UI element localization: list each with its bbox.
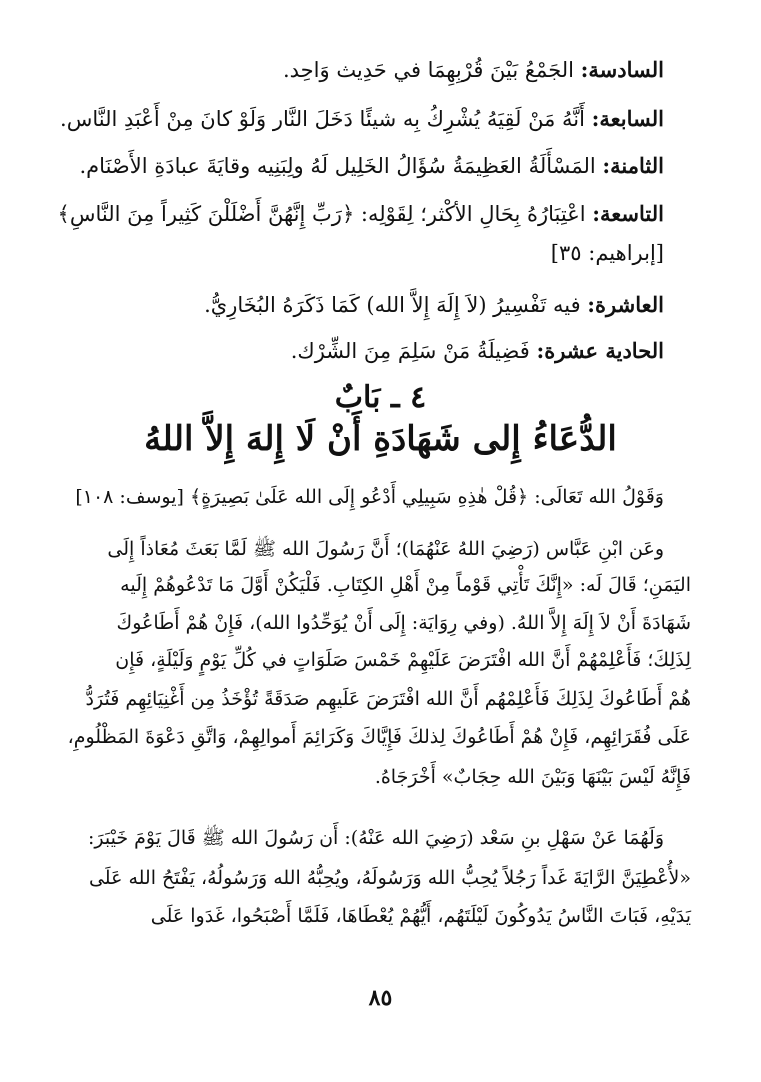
item-label: السادسة:: [580, 57, 664, 82]
verse-reference: [104, 239, 664, 267]
item-text: فَضِيلَةُ مَنْ سَلِمَ مِنَ الشِّرْك.: [290, 339, 537, 363]
item-label: الثامنة:: [602, 153, 664, 178]
text-line: وَلَهُمَا عَنْ سَهْلِ بنِ سَعْد (رَضِيَ الله عَنْهُ): أَن رَسُولَ الله ﷺ قَالَ يَوْمَ خَيْبَرَ:: [88, 827, 664, 849]
page-number: ٨٥: [368, 985, 393, 1011]
list-item: [104, 56, 664, 84]
item-text: اعْتِبَارُهُ بِحَالِ الأكْثر؛ لِقَوْلِه: ﴿رَبِّ إِنَّهُنَّ أَضْلَلْنَ كَثِيراً مِنَ النَّاسِ﴾: [57, 202, 593, 226]
text-line: اليَمَنِ؛ قَالَ لَه: «إِنَّكَ تَأْتِي قَوْماً مِنْ أَهْلِ الكِتَابِ. فَلْيَكُنْ أَوَّلَ مَا تَدْعُوهُمْ إِلَيه: [120, 574, 691, 596]
item-text: [إبراهيم: ٣٥]: [550, 241, 664, 265]
chapter-title: الدُّعَاءُ إِلى شَهَادَةِ أَنْ لَا إِلهَ إِلاَّ اللهُ: [144, 419, 617, 459]
text-line: فَإِنَّهُ لَيْسَ بَيْنَهَا وَبَيْنَ الله حِجَابٌ» أَخْرَجَاهُ.: [374, 766, 691, 788]
item-text: فيه تَفْسِيرُ (لاَ إِلَهَ إِلاَّ الله) كَمَا ذَكَرَهُ البُخَارِيُّ.: [204, 293, 588, 317]
text-line: وَقَوْلُ الله تَعَالَى: ﴿قُلْ هٰذِهِ سَبِيلِي أَدْعُو إِلَى الله عَلَىٰ بَصِيرَةٍ﴾ [يوسف: ١٠٨]: [75, 486, 664, 508]
item-label: العاشرة:: [587, 292, 664, 317]
item-label: التاسعة:: [592, 201, 664, 226]
text-line: شَهَادَةَ أَنْ لاَ إِلَهَ إِلاَّ اللهُ. (وفي رِوَايَة: إِلَى أَنْ يُوَحِّدُوا الله)، فَإِنْ هُمْ أَطَاعُوكَ: [116, 612, 691, 634]
item-text: الجَمْعُ بَيْنَ قُرْبِهِمَا في حَدِيث وَاحِد.: [282, 58, 581, 82]
item-text: أَنَّهُ مَنْ لَقِيَهُ يُشْرِكُ بِه شيئًا دَخَلَ النَّار وَلَوْ كانَ مِنْ أَعْبَدِ النَّاس.: [60, 107, 592, 131]
list-item: [104, 337, 664, 365]
item-label: الحادية عشرة:: [536, 338, 664, 363]
item-label: السابعة:: [591, 106, 664, 131]
text-line: يَدَيْهِ، فَبَاتَ النَّاسُ يَدُوكُونَ لَيْلَتَهُم، أَيُّهُمْ يُعْطَاهَا، فَلَمَّا أَصْبَحُوا، غَدَوا عَلَى: [150, 905, 691, 927]
list-item: [60, 105, 664, 133]
item-text: المَسْأَلَةُ العَظِيمَةُ سُؤَالُ الخَلِيل لَهُ ولِبَنِيه وقايَةَ عبادَةِ الأَصْنَام.: [79, 154, 603, 178]
text-line: هُمْ أَطَاعُوكَ لِذَلِكَ فَأَعْلِمْهُم أَنَّ الله افْتَرَضَ عَلَيهِم صَدَقَةً تُؤْخَذُ مِن أَغْنِيَائِهِم فَتُرَدُّ: [85, 688, 691, 710]
chapter-number: ٤ ـ بَابٌ: [334, 380, 427, 415]
list-item: [57, 200, 664, 228]
list-item: [104, 291, 664, 319]
list-item: [79, 152, 664, 180]
text-line: عَلَى فُقَرَائِهِم، فَإِنْ هُمْ أَطَاعُوكَ لِذلكَ فَإِيَّاكَ وَكَرَائِمَ أَموالِهِمْ، وَاتَّقِ دَعْوَةَ المَظْلُومِ،: [67, 726, 691, 748]
text-line: وعَن ابْنِ عَبَّاس (رَضِيَ اللهُ عَنْهُمَا)؛ أَنَّ رَسُولَ الله ﷺ لَمَّا بَعَثَ مُعَاذاً إِلَى: [107, 538, 664, 560]
text-line: «لأُعْطِيَنَّ الرَّايَةَ غَداً رَجُلاً يُحِبُّ الله وَرَسُولَهُ، ويُحِبُّهُ الله وَرَسُولُهُ، يَفْتَحُ الله عَلَى: [88, 867, 691, 889]
text-line: لِذَلِكَ؛ فَأَعْلِمْهُمْ أَنَّ الله افْتَرَضَ عَلَيْهِمْ خَمْسَ صَلَوَاتٍ في كُلِّ يَوْمٍ وَلَيْلَةٍ، فَإِن: [115, 649, 691, 671]
